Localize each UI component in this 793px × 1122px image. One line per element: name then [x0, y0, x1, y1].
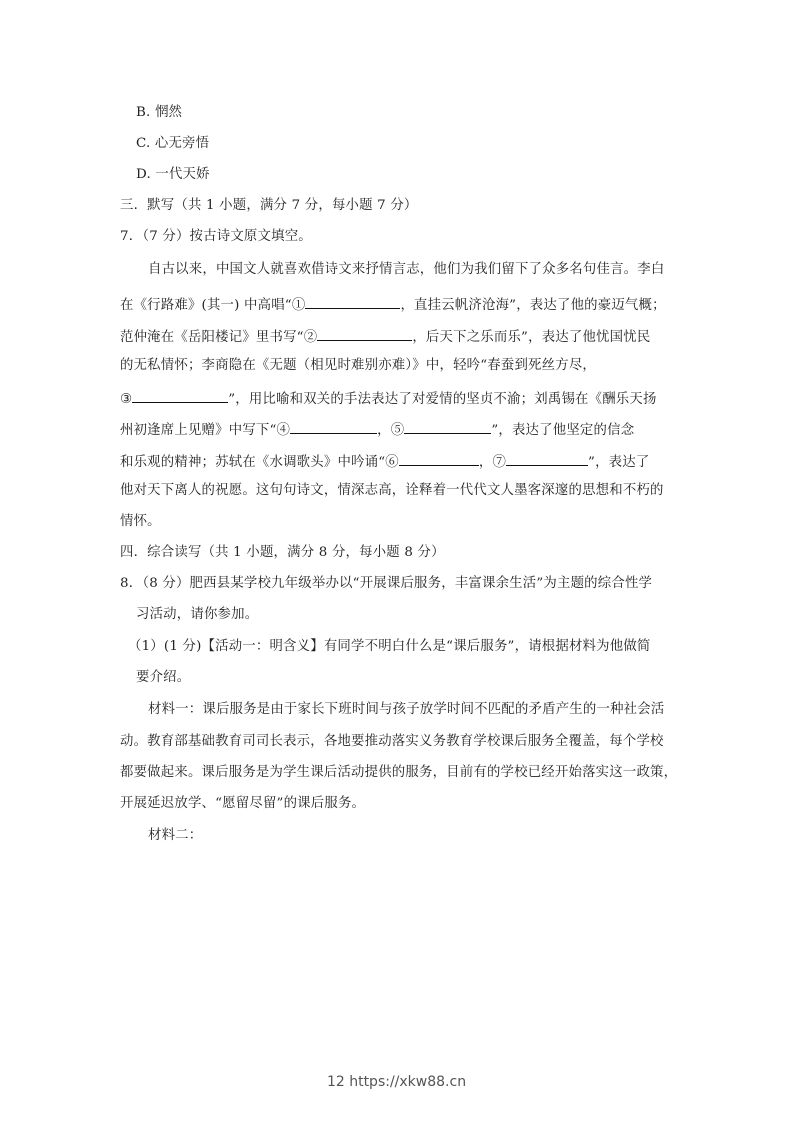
- subquestion-1-line-2: 要介绍。: [136, 670, 191, 685]
- blank-3[interactable]: [132, 389, 228, 403]
- q7-text: 和乐观的精神；苏轼在《水调歌头》中吟诵“⑥: [120, 455, 399, 470]
- q7-paragraph-line-5: [120, 389, 657, 408]
- q7-paragraph-line-3: [120, 327, 650, 346]
- blank-2[interactable]: [317, 327, 412, 341]
- q7-paragraph-line-9: 情怀。: [120, 514, 161, 529]
- q7-text: ，直挂云帆济沧海”，表达了他的豪迈气概；: [400, 298, 666, 313]
- q7-text: 范仲淹在《岳阳楼记》里书写“②: [120, 330, 318, 345]
- material-1-line-1: 材料一：课后服务是由于家长下班时间与孩子放学时间不匹配的矛盾产生的一种社会活: [148, 702, 665, 717]
- blank-4[interactable]: [290, 420, 377, 434]
- q7-paragraph-line-1: 自古以来，中国文人就喜欢借诗文来抒情言志，他们为我们留下了众多名句佳言。李白: [148, 262, 665, 277]
- q7-paragraph-line-8: 他对天下离人的祝愿。这句句诗文，情深志高，诠释着一代代文人墨客深邃的思想和不朽的: [120, 483, 664, 498]
- page-footer: 12 https://xkw88.cn: [326, 1074, 467, 1090]
- material-1-line-4: 开展延迟放学、“愿留尽留”的课后服务。: [120, 796, 366, 811]
- q7-text: ，后天下之乐而乐”，表达了他忧国忧民: [412, 330, 651, 345]
- q7-paragraph-line-6: [120, 420, 634, 439]
- section-3-heading: 三．默写（共 1 小题，满分 7 分，每小题 7 分）: [120, 198, 418, 213]
- question-7-title: 7．（7 分）按古诗文原文填空。: [120, 229, 312, 244]
- q7-text: 州初逢席上见赠》中写下“④: [120, 423, 291, 438]
- q7-text: ③: [120, 392, 133, 407]
- blank-1[interactable]: [305, 295, 400, 309]
- blank-6[interactable]: [399, 452, 479, 466]
- material-2-label: 材料二：: [148, 828, 203, 843]
- q7-paragraph-line-2: [120, 295, 666, 314]
- q7-paragraph-line-7: [120, 452, 649, 471]
- blank-7[interactable]: [506, 452, 588, 466]
- question-8-line-2: 习活动，请你参加。: [136, 607, 259, 622]
- q7-text: ，⑤: [377, 423, 405, 438]
- question-8-line-1: 8．（8 分）肥西县某学校九年级举办以“开展课后服务，丰富课余生活”为主题的综合性学: [120, 576, 653, 591]
- blank-5[interactable]: [404, 420, 491, 434]
- q7-text: ”，表达了: [588, 455, 650, 470]
- material-1-line-3: 都要做起来。课后服务是为学生课后活动提供的服务，目前有的学校已经开始落实这一政策，: [120, 765, 678, 780]
- q7-text: 在《行路难》(其一) 中高唱“①: [120, 298, 306, 313]
- option-d: D. 一代天娇: [136, 167, 210, 182]
- q7-text: ”，表达了他坚定的信念: [491, 423, 635, 438]
- option-c: C. 心无旁悟: [136, 136, 210, 151]
- subquestion-1-line-1: （1）(1 分)【活动一：明含义】有同学不明白什么是“课后服务”，请根据材料为他做简: [128, 639, 651, 654]
- q7-text: ，⑦: [478, 455, 507, 470]
- option-b: B. 惘然: [136, 105, 183, 120]
- section-4-heading: 四．综合读写（共 1 小题，满分 8 分，每小题 8 分）: [120, 545, 445, 560]
- q7-paragraph-line-4: 的无私情怀；李商隐在《无题（相见时难别亦难）》中，轻吟“春蚕到死丝方尽，: [120, 358, 597, 373]
- q7-text: ”，用比喻和双关的手法表达了对爱情的坚贞不渝；刘禹锡在《酬乐天扬: [228, 392, 657, 407]
- material-1-line-2: 动。教育部基础教育司司长表示，各地要推动落实义务教育学校课后服务全覆盖，每个学校: [120, 734, 664, 749]
